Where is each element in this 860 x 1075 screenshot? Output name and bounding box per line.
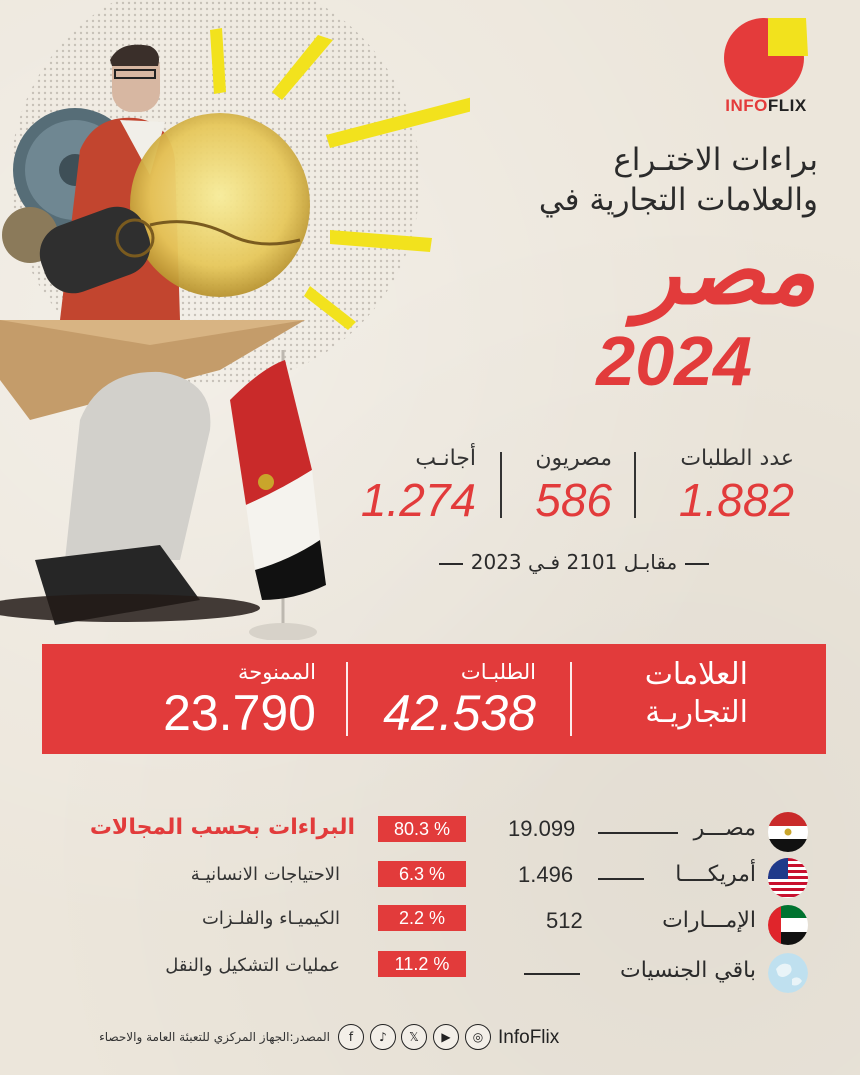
dash	[524, 973, 580, 975]
trademark-granted-value: 23.790	[163, 685, 316, 741]
country-value: 512	[546, 908, 583, 933]
country-value: 19.099	[508, 816, 576, 841]
source-note: المصدر:الجهاز المركزي للتعبئة العامة والاحصاء	[99, 1030, 330, 1044]
egyptians-value: 586	[535, 474, 612, 526]
country-name: باقي الجنسيات	[619, 958, 756, 983]
requests-stat	[679, 446, 794, 526]
requests-label: عدد الطلبات	[680, 446, 794, 471]
trademark-granted	[163, 660, 316, 741]
trademarks-title: العلامات التجاريـة	[644, 657, 748, 730]
requests-value: 1.882	[678, 474, 794, 526]
country-value: 1.496	[518, 862, 574, 887]
trademark-requests	[383, 660, 536, 741]
field-name: عمليات التشكيل والنقل	[165, 955, 340, 976]
x-icon[interactable]: 𝕏	[401, 1024, 427, 1050]
field-pct: 2.2 %	[378, 905, 466, 931]
egyptians-label: مصريون	[535, 446, 612, 471]
divider	[346, 662, 348, 736]
youtube-icon[interactable]: ▶	[433, 1024, 459, 1050]
fields-title: البراءات بحسب المجالات	[89, 815, 355, 840]
field-name: الكيميـاء والفلـزات	[201, 908, 340, 929]
dash	[598, 832, 678, 834]
divider	[570, 662, 572, 736]
foreigners-stat	[361, 446, 476, 526]
field-name: الاحتياجات الانسانيـة	[190, 864, 340, 885]
title-country: مصر	[636, 218, 816, 325]
field-pct: 6.3 %	[378, 861, 466, 887]
social-handle[interactable]: InfoFlix	[498, 1027, 560, 1048]
instagram-icon[interactable]: ◎	[465, 1024, 491, 1050]
comparison-note: مقابـل 2101 فـي 2023	[398, 550, 750, 574]
usa-flag-icon	[768, 858, 808, 898]
country-name: مصـــر	[693, 816, 756, 841]
egyptians-stat	[535, 446, 612, 526]
brand-name: INFOFLIX	[725, 96, 807, 115]
tiktok-icon[interactable]: ♪	[370, 1024, 396, 1050]
facebook-icon[interactable]: f	[338, 1024, 364, 1050]
field-pct: 11.2 %	[378, 951, 466, 977]
divider	[634, 452, 636, 518]
lightbulb-illustration	[0, 0, 470, 640]
trademark-granted-label: الممنوحة	[238, 660, 316, 684]
uae-flag-icon	[768, 905, 808, 945]
foreigners-label: أجانـب	[415, 446, 476, 471]
title-line-1: براءات الاختـراع	[613, 142, 818, 178]
egypt-flag-icon	[768, 812, 808, 852]
dash	[598, 878, 644, 880]
egypt-flag	[230, 350, 326, 640]
title-line-2: والعلامات التجارية في	[538, 182, 818, 218]
field-pct: 80.3 %	[378, 816, 466, 842]
country-name: أمريكــــا	[675, 862, 756, 887]
country-name: الإمـــارات	[662, 908, 756, 933]
title-year: 2024	[596, 322, 752, 400]
divider	[500, 452, 502, 518]
trademark-requests-label: الطلبـات	[460, 660, 536, 684]
globe-icon	[768, 953, 808, 993]
trademarks-banner	[42, 644, 826, 754]
trademark-requests-value: 42.538	[383, 685, 536, 741]
foreigners-value: 1.274	[360, 474, 476, 526]
